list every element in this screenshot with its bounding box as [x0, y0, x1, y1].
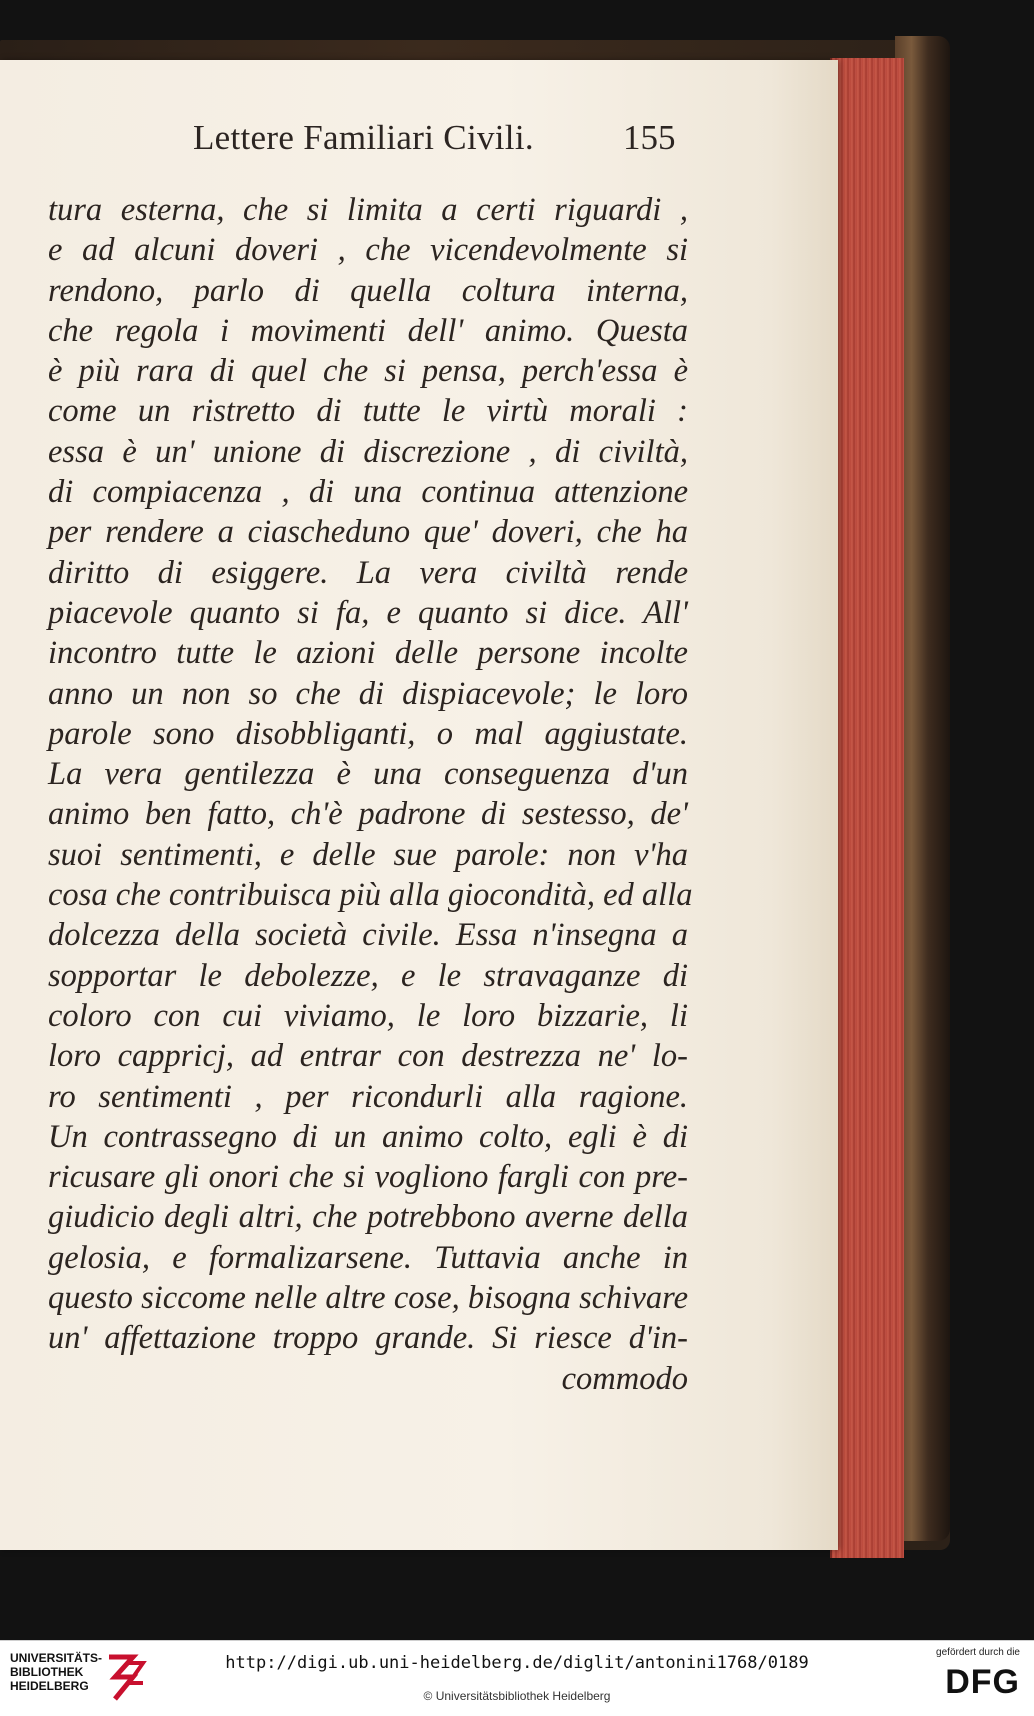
text-line: loro cappricj, ad entrar con destrezza ne' lo-	[48, 1038, 688, 1075]
text-line: Un contrassegno di un animo colto, egli è di	[48, 1118, 688, 1155]
copyright-notice: © Universitätsbibliothek Heidelberg	[423, 1689, 611, 1703]
page-number: 155	[623, 118, 676, 157]
text-line: per rendere a ciascheduno que' doveri, che ha	[48, 514, 688, 551]
text-line: di compiacenza , di una continua attenzione	[48, 474, 688, 511]
viewer-footer	[0, 1640, 1034, 1716]
text-line: dolcezza della società civile. Essa n'insegna a	[48, 917, 688, 954]
text-line: La vera gentilezza è una conseguenza d'un	[48, 756, 688, 793]
running-title: Lettere Familiari Civili.	[193, 118, 534, 157]
text-line: è più rara di quel che si pensa, perch'essa è	[48, 353, 688, 390]
text-line: parole sono disobbliganti, o mal aggiustate.	[48, 715, 688, 752]
text-line: incontro tutte le azioni delle persone incolte	[48, 635, 688, 672]
text-line: anno un non so che di dispiacevole; le loro	[48, 675, 688, 712]
text-line: cosa che contribuisca più alla giocondità, ed alla	[48, 877, 693, 914]
page-header	[0, 118, 838, 168]
text-line: diritto di esiggere. La vera civiltà rende	[48, 554, 688, 591]
text-line: come un ristretto di tutte le virtù morali :	[48, 393, 688, 430]
text-line: suoi sentimenti, e delle sue parole: non v'ha	[48, 836, 688, 873]
text-line: essa è un' unione di discrezione , di civiltà,	[48, 433, 688, 470]
text-line: questo siccome nelle altre cose, bisogna schivare	[48, 1280, 688, 1317]
dfg-logo[interactable]: DFG	[945, 1663, 1020, 1701]
text-line: giudicio degli altri, che potrebbono averne della	[48, 1199, 688, 1236]
text-line: animo ben fatto, ch'è padrone di sestesso, de'	[48, 796, 688, 833]
text-line: coloro con cui viviamo, le loro bizzarie, li	[48, 997, 688, 1034]
library-name: UNIVERSITÄTS- BIBLIOTHEK HEIDELBERG	[10, 1651, 103, 1693]
text-line: che regola i movimenti dell' animo. Questa	[48, 312, 688, 349]
text-line: un' affettazione troppo grande. Si riesce d'in-	[48, 1320, 688, 1357]
permalink-url[interactable]: http://digi.ub.uni-heidelberg.de/diglit/antonini1768/0189	[225, 1653, 809, 1673]
text-line: commodo	[561, 1360, 688, 1397]
funder-label: gefördert durch die	[936, 1647, 1020, 1658]
text-line: piacevole quanto si fa, e quanto si dice. All'	[48, 594, 688, 631]
text-line: e ad alcuni doveri , che vicendevolmente si	[48, 232, 688, 269]
text-line: sopportar le debolezze, e le stravaganze di	[48, 957, 688, 994]
body-text	[48, 190, 693, 1399]
text-line: ricusare gli onori che si vogliono fargli con pre-	[48, 1159, 688, 1196]
text-line: ro sentimenti , per ricondurli alla ragione.	[48, 1078, 688, 1115]
text-line: rendono, parlo di quella coltura interna,	[48, 272, 688, 309]
text-line: gelosia, e formalizarsene. Tuttavia anche in	[48, 1239, 688, 1276]
page-edges	[830, 58, 904, 1558]
text-line: tura esterna, che si limita a certi riguardi ,	[48, 192, 688, 228]
